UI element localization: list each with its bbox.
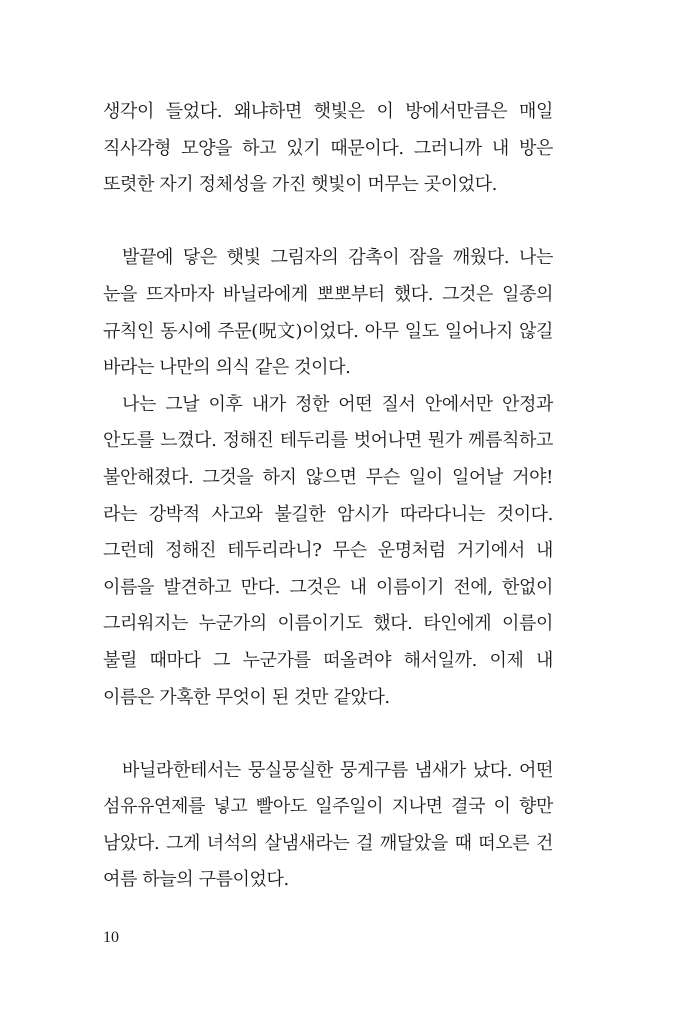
page-number: 10	[103, 929, 119, 946]
paragraph-2: 발끝에 닿은 햇빛 그림자의 감촉이 잠을 깨웠다. 나는 눈을 뜨자마자 바닐라에게 뽀뽀부터 했다. 그것은 일종의 규칙인 동시에 주문(呪文)이었다. 아무 일도 일어나지 않길 바라는 나만의 의식 같은 것이다.	[103, 247, 553, 379]
paragraph-3: 나는 그날 이후 내가 정한 어떤 질서 안에서만 안정과 안도를 느꼈다. 정해진 테두리를 벗어나면 뭔가 께름칙하고 불안해졌다. 그것을 하지 않으면 무슨 일이 일어날 거야! 라는 강박적 사고와 불길한 암시가 따라다니는 것이다. 그런데 정해진 테두리라니? 무슨 운명처럼 거기에서 내 이름을 발견하고 만다. 그것은 내 이름이기 전에, 한없이 그리워지는 누군가의 이름이기도 했다. 타인에게 이름이 불릴 때마다 그 누군가를 떠올려야 해서일까. 이제 내 이름은 가혹한 무엇이 된 것만 같았다.	[103, 393, 553, 708]
paragraph-4: 바닐라한테서는 뭉실뭉실한 뭉게구름 냄새가 났다. 어떤 섬유유연제를 넣고 빨아도 일주일이 지나면 결국 이 향만 남았다. 그게 녀석의 살냄새라는 걸 깨달았을 때 떠오른 건 여름 하늘의 구름이었다.	[103, 759, 553, 891]
paragraph-1: 생각이 들었다. 왜냐하면 햇빛은 이 방에서만큼은 매일 직사각형 모양을 하고 있기 때문이다. 그러니까 내 방은 또렷한 자기 정체성을 가진 햇빛이 머무는 곳이었다.	[103, 101, 553, 196]
paragraph-gap	[103, 204, 553, 241]
page-body	[103, 94, 553, 899]
paragraph-gap	[103, 716, 553, 753]
